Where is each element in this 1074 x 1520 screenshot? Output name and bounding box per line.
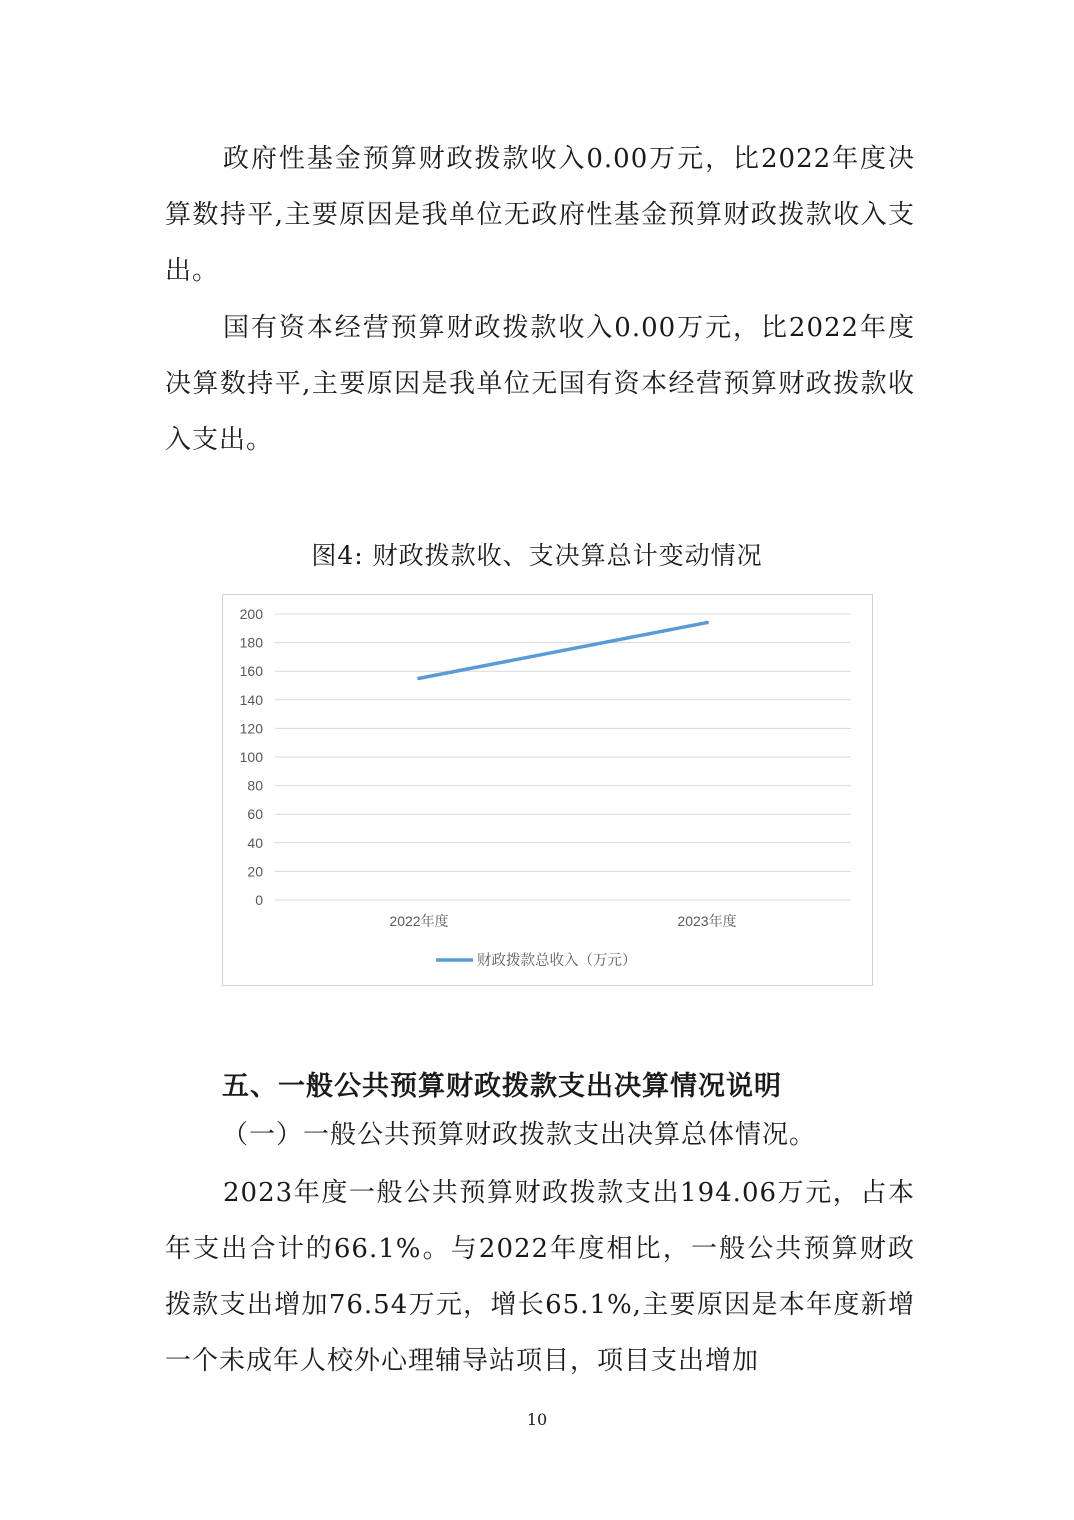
paragraph-government-fund: 政府性基金预算财政拨款收入0.00万元，比2022年度决算数持平,主要原因是我单位无政府性基金预算财政拨款收入支出。 [165,144,915,286]
legend-label: 财政拨款总收入（万元） [477,953,637,969]
series-line [419,623,707,679]
paragraph-state-capital: 国有资本经营预算财政拨款收入0.00万元，比2022年度决算数持平,主要原因是我单位无国有资本经营预算财政拨款收入支出。 [165,313,915,455]
paragraph-general-budget: 2023年度一般公共预算财政拨款支出194.06万元，占本年支出合计的66.1%。与2022年度相比，一般公共预算财政拨款支出增加76.54万元，增长65.1%,主要原因是本年度新增一个未成年人校外心理辅导站项目，项目支出增加 [165,1178,915,1376]
figure-caption: 图4: 财政拨款收、支决算总计变动情况 [311,541,763,570]
y-tick-label: 20 [247,863,263,880]
y-tick-label: 160 [239,663,263,680]
x-tick-label: 2022年度 [389,913,449,929]
y-tick-label: 60 [247,806,263,823]
y-tick-label: 140 [239,691,263,708]
data-point [705,621,709,625]
section-heading: 五、一般公共预算财政拨款支出决算情况说明 [222,1071,782,1102]
chart-canvas [223,595,874,987]
y-tick-label: 100 [239,749,263,765]
y-tick-label: 120 [239,720,263,737]
y-tick-label: 0 [255,892,263,908]
subsection-heading: （一）一般公共预算财政拨款支出决算总体情况。 [222,1120,817,1150]
x-tick-label: 2023年度 [677,913,737,929]
y-tick-label: 200 [239,606,263,622]
page-number: 10 [526,1410,548,1429]
y-tick-label: 80 [247,777,263,794]
y-tick-label: 180 [239,634,263,651]
y-tick-label: 40 [247,834,263,851]
line-chart [222,594,873,986]
data-point [417,677,421,681]
